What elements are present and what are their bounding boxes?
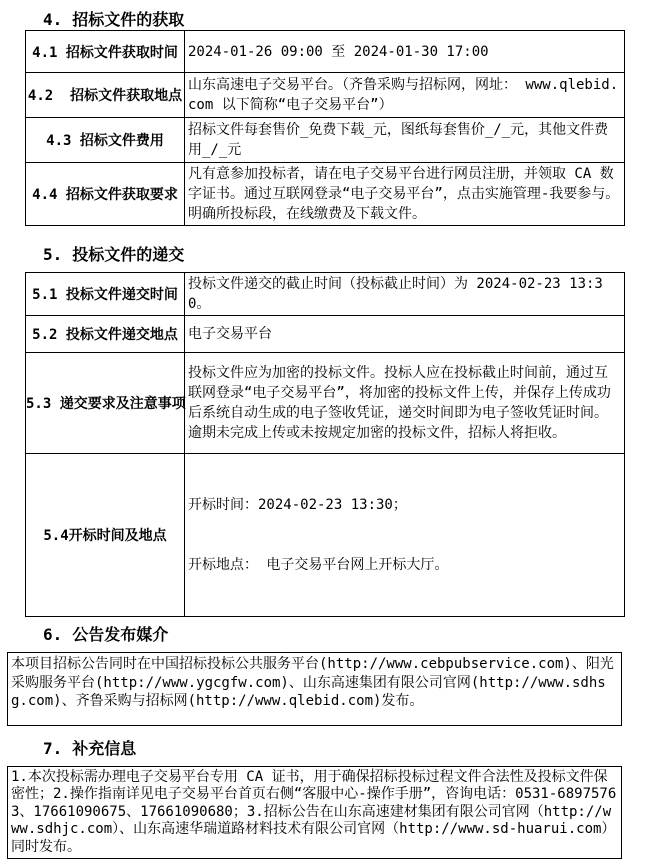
section-4-number: 4. xyxy=(43,10,63,29)
row-5-3-label: 5.3 递交要求及注意事项 xyxy=(26,353,185,454)
row-4-4-label: 4.4 招标文件获取要求 xyxy=(26,163,185,226)
table-row xyxy=(26,73,625,118)
row-5-2-content: 电子交易平台 xyxy=(185,316,625,353)
table-row xyxy=(26,163,625,226)
table-row xyxy=(26,316,625,353)
section-5-title: 投标文件的递交 xyxy=(72,245,185,264)
row-4-4-content: 凡有意参加投标者，请在电子交易平台进行网员注册，并领取 CA 数字证书。通过互联网登录“电子交易平台”，点击实施管理-我要参与。明确所投标段，在线缴费及下载文件。 xyxy=(185,163,625,226)
row-5-1-content: 投标文件递交的截止时间（投标截止时间）为 2024-02-23 13:30。 xyxy=(185,273,625,316)
supplementary-info-box: 1.本次投标需办理电子交易平台专用 CA 证书，用于确保招标投标过程文件合法性及投标文件保密性；2.操作指南详见电子交易平台首页右侧“客服中心-操作手册”，咨询电话：0531-68975763、17661090675、17661090680；3.招标公告在山东高速建材集团有限公司官网（http://www.sdhjc.com）、山东高速华瑞道路材料技术有限公司官网（http://www.sd-huarui.com）同时发布。 xyxy=(7,766,622,859)
table-row xyxy=(26,31,625,73)
row-4-2-label: 4.2 招标文件获取地点 xyxy=(26,73,185,118)
bid-opening-time: 开标时间：2024-02-23 13:30； xyxy=(188,497,407,513)
row-4-2-content: 山东高速电子交易平台。（齐鲁采购与招标网，网址： www.qlebid.com 以下简称“电子交易平台”） xyxy=(185,73,625,118)
row-4-3-label: 4.3 招标文件费用 xyxy=(26,118,185,163)
section-7-heading xyxy=(0,739,666,759)
row-5-2-label: 5.2 投标文件递交地点 xyxy=(26,316,185,353)
announcement-media-box: 本项目招标公告同时在中国招标投标公共服务平台(http://www.cebpubservice.com)、阳光采购服务平台(http://www.ygcgfw.com)、山东高速集团有限公司官网(http://www.sdhsg.com)、齐鲁采购与招标网(http://www.qlebid.com)发布。 xyxy=(7,652,622,726)
table-row xyxy=(26,353,625,454)
section-5-number: 5. xyxy=(43,245,63,264)
section-4-title: 招标文件的获取 xyxy=(72,10,185,29)
row-5-4-label: 5.4开标时间及地点 xyxy=(26,454,185,617)
table-row xyxy=(26,454,625,617)
row-4-1-label: 4.1 招标文件获取时间 xyxy=(26,31,185,73)
section-6-title: 公告发布媒介 xyxy=(72,625,169,644)
row-4-3-content: 招标文件每套售价_免费下载_元，图纸每套售价_/_元，其他文件费用_/_元 xyxy=(185,118,625,163)
row-4-1-content: 2024-01-26 09:00 至 2024-01-30 17:00 xyxy=(185,31,625,73)
row-5-1-label: 5.1 投标文件递交时间 xyxy=(26,273,185,316)
section-7-number: 7. xyxy=(43,739,63,758)
row-5-3-content: 投标文件应为加密的投标文件。投标人应在投标截止时间前，通过互联网登录“电子交易平台”，将加密的投标文件上传，并保存上传成功后系统自动生成的电子签收凭证，递交时间即为电子签收凭证时间。逾期未完成上传或未按规定加密的投标文件，招标人将拒收。 xyxy=(185,353,625,454)
row-5-4-content xyxy=(185,454,625,617)
bid-submission-table xyxy=(25,272,625,617)
section-7-title: 补充信息 xyxy=(72,739,137,758)
section-4-heading xyxy=(0,10,666,30)
table-row xyxy=(26,273,625,316)
bid-opening-place: 开标地点： 电子交易平台网上开标大厅。 xyxy=(188,557,449,573)
table-row xyxy=(26,118,625,163)
bid-document-acquisition-table xyxy=(25,30,625,226)
section-6-heading xyxy=(0,625,666,645)
section-5-heading xyxy=(0,245,666,265)
section-6-number: 6. xyxy=(43,625,63,644)
